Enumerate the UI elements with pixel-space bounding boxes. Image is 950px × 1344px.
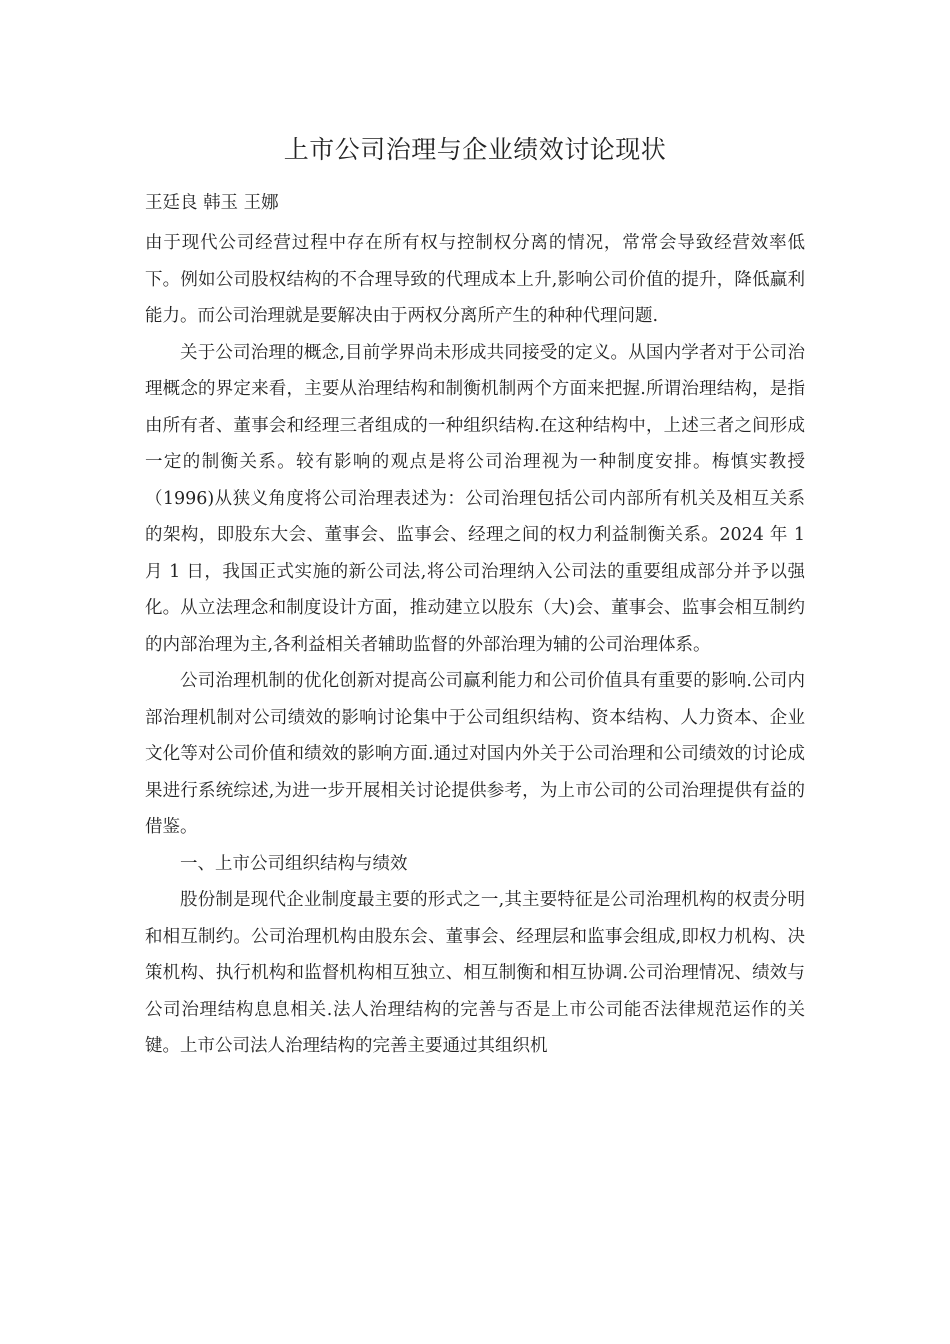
paragraph-governance-concept: 关于公司治理的概念,目前学界尚未形成共同接受的定义。从国内学者对于公司治理概念的界定来看，主要从治理结构和制衡机制两个方面来把握.所谓治理结构，是指由所有者、董事会和经理三者组成的一种组织结构.在这种结构中，上述三者之间形成一定的制衡关系。较有影响的观点是将公司治理视为一种制度安排。梅慎实教授（1996)从狭义角度将公司治理表述为：公司治理包括公司内部所有机关及相互关系的架构，即股东大会、董事会、监事会、经理之间的权力利益制衡关系。2024 年 1 月 1 日，我国正式实施的新公司法,将公司治理纳入公司法的重要组成部分并予以强化。从立法理念和制度设计方面，推动建立以股东（大)会、董事会、监事会相互制约的内部治理为主,各利益相关者辅助监督的外部治理为辅的公司治理体系。 xyxy=(145,342,805,655)
paragraph-intro: 由于现代公司经营过程中存在所有权与控制权分离的情况，常常会导致经营效率低下。例如公司股权结构的不合理导致的代理成本上升,影响公司价值的提升，降低赢利能力。而公司治理就是要解决由于两权分离所产生的种种代理问题. xyxy=(145,233,805,326)
paragraph-governance-mechanism: 公司治理机制的优化创新对提高公司赢利能力和公司价值具有重要的影响.公司内部治理机制对公司绩效的影响讨论集中于公司组织结构、资本结构、人力资本、企业文化等对公司价值和绩效的影响方面.通过对国内外关于公司治理和公司绩效的讨论成果进行系统综述,为进一步开展相关讨论提供参考，为上市公司的公司治理提供有益的借鉴。 xyxy=(145,671,805,837)
document-authors: 王廷良 韩玉 王娜 xyxy=(145,193,279,213)
paragraph-joint-stock: 股份制是现代企业制度最主要的形式之一,其主要特征是公司治理机构的权责分明和相互制约。公司治理机构由股东会、董事会、经理层和监事会组成,即权力机构、决策机构、执行机构和监督机构相互独立、相互制衡和相互协调.公司治理情况、绩效与公司治理结构息息相关.法人治理结构的完善与否是上市公司能否法律规范运作的关键。上市公司法人治理结构的完善主要通过其组织机 xyxy=(145,890,805,1056)
section-heading-1: 一、上市公司组织结构与绩效 xyxy=(180,853,408,874)
document-body xyxy=(145,225,805,1065)
document-title: 上市公司治理与企业绩效讨论现状 xyxy=(283,135,667,164)
